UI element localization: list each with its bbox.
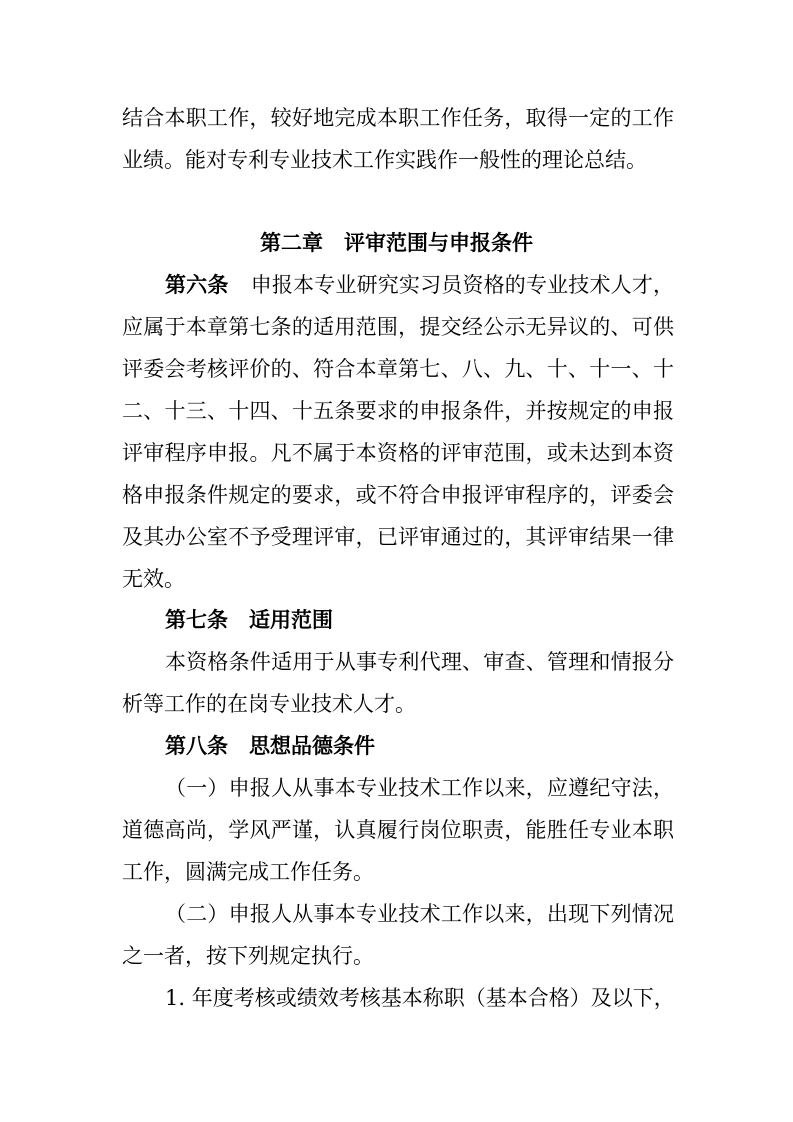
paragraph-line: 工作，圆满完成工作任务。	[122, 860, 374, 884]
article-6-heading: 第六条	[165, 273, 229, 297]
paragraph-line: 二、十三、十四、十五条要求的申报条件，并按规定的申报	[122, 399, 674, 423]
paragraph-line: 格申报条件规定的要求，或不符合申报评审程序的，评委会	[122, 483, 674, 507]
paragraph-line: 评委会考核评价的、符合本章第七、八、九、十、十一、十	[122, 357, 674, 381]
chapter-title: 第二章 评审范围与申报条件	[260, 231, 533, 255]
list-item: 1. 年度考核或绩效考核基本称职（基本合格）及以下，	[165, 986, 675, 1010]
paragraph-line: 及其办公室不予受理评审，已评审通过的，其评审结果一律	[122, 525, 674, 549]
paragraph-line: 申报本专业研究实习员资格的专业技术人才，	[250, 273, 675, 297]
paragraph-line: 应属于本章第七条的适用范围，提交经公示无异议的、可供	[122, 315, 674, 339]
paragraph-line: 无效。	[122, 567, 185, 591]
paragraph-line: 结合本职工作，较好地完成本职工作任务，取得一定的工作	[122, 106, 674, 130]
article-7-heading: 第七条 适用范围	[165, 608, 333, 632]
paragraph-line: （一）申报人从事本专业技术工作以来，应遵纪守法，	[165, 776, 674, 800]
paragraph-line: （二）申报人从事本专业技术工作以来，出现下列情况	[165, 902, 674, 926]
article-6-first-line	[165, 271, 674, 299]
paragraph-line: 道德高尚，学风严谨，认真履行岗位职责，能胜任专业本职	[122, 818, 674, 842]
paragraph-line: 之一者，按下列规定执行。	[122, 944, 374, 968]
paragraph-line: 评审程序申报。凡不属于本资格的评审范围，或未达到本资	[122, 441, 674, 465]
article-8-heading: 第八条 思想品德条件	[165, 734, 375, 758]
paragraph-line: 业绩。能对专利专业技术工作实践作一般性的理论总结。	[122, 148, 647, 172]
paragraph-line: 本资格条件适用于从事专利代理、审查、管理和情报分	[165, 650, 674, 674]
paragraph-line: 析等工作的在岗专业技术人才。	[122, 692, 416, 716]
